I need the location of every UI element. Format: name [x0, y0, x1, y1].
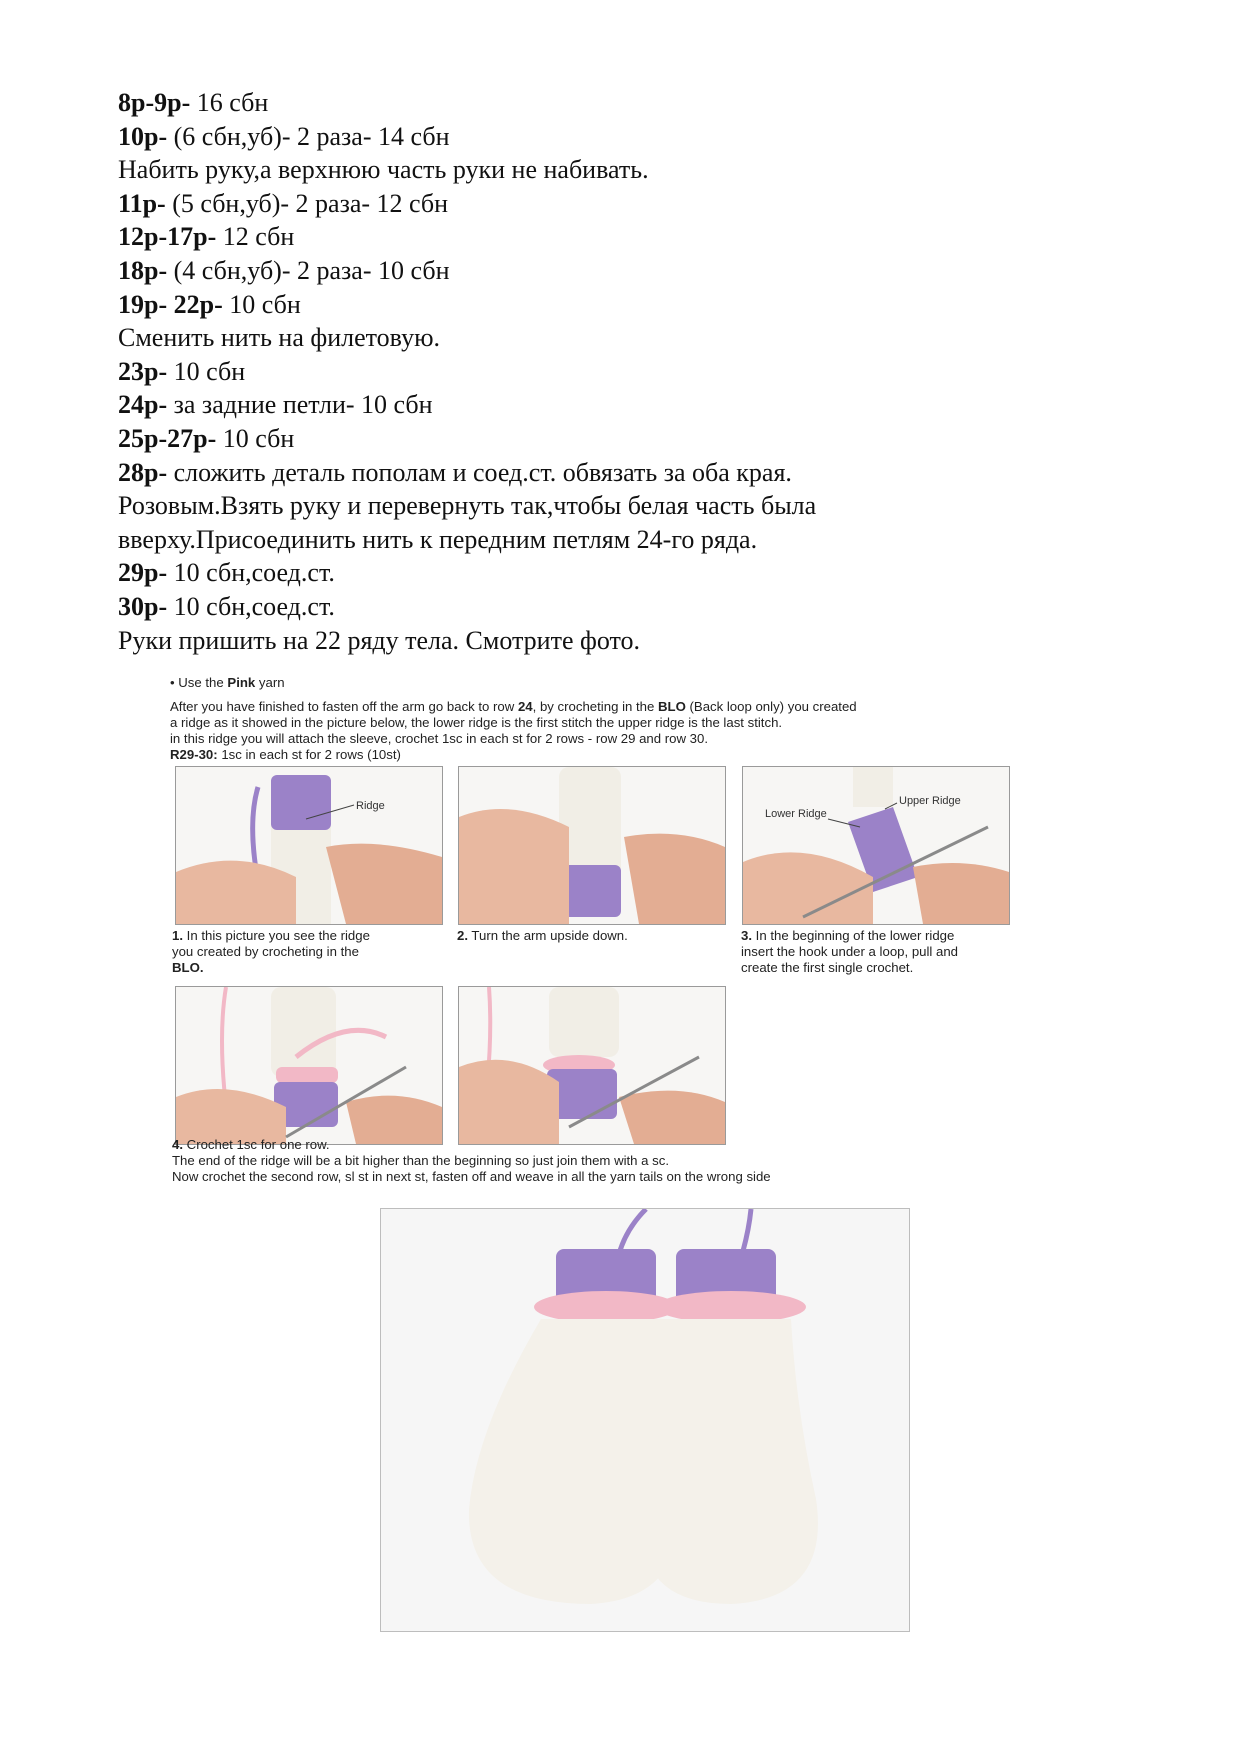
step4-photo-b [458, 986, 726, 1145]
row-instruction: (4 сбн,уб)- 2 раза- 10 сбн [167, 255, 450, 285]
pattern-line [118, 388, 1118, 422]
ridge-label: Ridge [356, 800, 385, 812]
pattern-line [118, 624, 1118, 658]
row-label: 30р- [118, 591, 168, 621]
yarn-note: • Use the Pink yarn [170, 675, 285, 690]
row-instruction: 10 сбн [216, 423, 295, 453]
step1-photo [175, 766, 443, 925]
finished-arms-photo [380, 1208, 910, 1632]
pattern-line [118, 153, 1118, 187]
row-label: 8р-9р- [118, 88, 191, 117]
row-label: 19р- 22р- [118, 289, 223, 319]
pattern-line [118, 120, 1118, 154]
pattern-line [118, 456, 1118, 490]
row-instruction: 10 сбн,соед.ст. [167, 591, 335, 621]
row-label: 11р- [118, 188, 166, 218]
pattern-line [118, 422, 1118, 456]
row-label: 23р- [118, 356, 168, 386]
row-label: 12р-17р- [118, 222, 217, 252]
row-spec: R29-30: 1sc in each st for 2 rows (10st) [170, 747, 401, 762]
step2-caption: 2. Turn the arm upside down. [457, 928, 628, 943]
pattern-text [118, 86, 1118, 657]
step2-photo [458, 766, 726, 925]
row-instruction: Руки пришить на 22 ряду тела. Смотрите фото. [118, 625, 641, 655]
pattern-line [118, 321, 1118, 355]
pattern-line [118, 355, 1118, 389]
row-label: 24р- [118, 390, 168, 420]
row-instruction: вверху.Присоединить нить к передним петлям 24-го ряда. [118, 524, 758, 554]
row-instruction: (6 сбн,уб)- 2 раза- 14 сбн [167, 121, 450, 151]
row-instruction: сложить деталь пополам и соед.ст. обвязать за оба края. [167, 457, 792, 487]
pattern-line [118, 489, 1118, 523]
pattern-line [118, 254, 1118, 288]
row-label: 25р-27р- [118, 423, 217, 453]
lower-ridge-label: Lower Ridge [765, 808, 827, 820]
row-instruction: 10 сбн,соед.ст. [167, 558, 335, 588]
pattern-line [118, 523, 1118, 557]
row-instruction: Розовым.Взять руку и перевернуть так,чтобы белая часть была [118, 491, 817, 521]
pattern-line [118, 288, 1118, 322]
row-label: 10р- [118, 121, 168, 151]
step4-caption: 4. Crochet 1sc for one row. The end of the ridge will be a bit higher than the beginning so just join them with a sc. Now crochet the second row, sl st in next st, fasten off and weave in all the yarn tails on the wrong side [172, 1137, 771, 1184]
step1-caption: 1. In this picture you see the ridge you created by crocheting in the BLO. [172, 928, 370, 975]
row-instruction: (5 сбн,уб)- 2 раза- 12 сбн [165, 188, 449, 218]
pattern-line [118, 590, 1118, 624]
row-label: 29р- [118, 558, 168, 588]
pattern-line [118, 556, 1118, 590]
step3-caption: 3. In the beginning of the lower ridge insert the hook under a loop, pull and create the first single crochet. [741, 928, 959, 975]
step4-photo-a [175, 986, 443, 1145]
upper-ridge-label: Upper Ridge [899, 795, 961, 807]
row-label: 18р- [118, 255, 168, 285]
row-instruction: 10 сбн [222, 289, 301, 319]
pattern-line [118, 187, 1118, 221]
row-label: 28р- [118, 457, 168, 487]
tutorial-intro [170, 675, 1020, 763]
pattern-line [118, 220, 1118, 254]
row-instruction: Сменить нить на филетовую. [118, 323, 440, 353]
row-instruction: 16 сбн [190, 88, 269, 117]
row-instruction: за задние петли- 10 сбн [167, 390, 433, 420]
pattern-line [118, 86, 1118, 120]
intro-paragraph: After you have finished to fasten off the arm go back to row 24, by crocheting in the BLO (Back loop only) you created a ridge as it showed in the picture below, the lower ridge is the first stitch the upper ridge is the last stitch. in this ridge you will attach the sleeve, crochet 1sc in each st for 2 rows - row 29 and row 30. [170, 699, 857, 746]
row-instruction: 12 сбн [216, 222, 295, 252]
step3-photo [742, 766, 1010, 925]
row-instruction: 10 сбн [167, 356, 246, 386]
row-instruction: Набить руку,а верхнюю часть руки не набивать. [118, 155, 649, 185]
